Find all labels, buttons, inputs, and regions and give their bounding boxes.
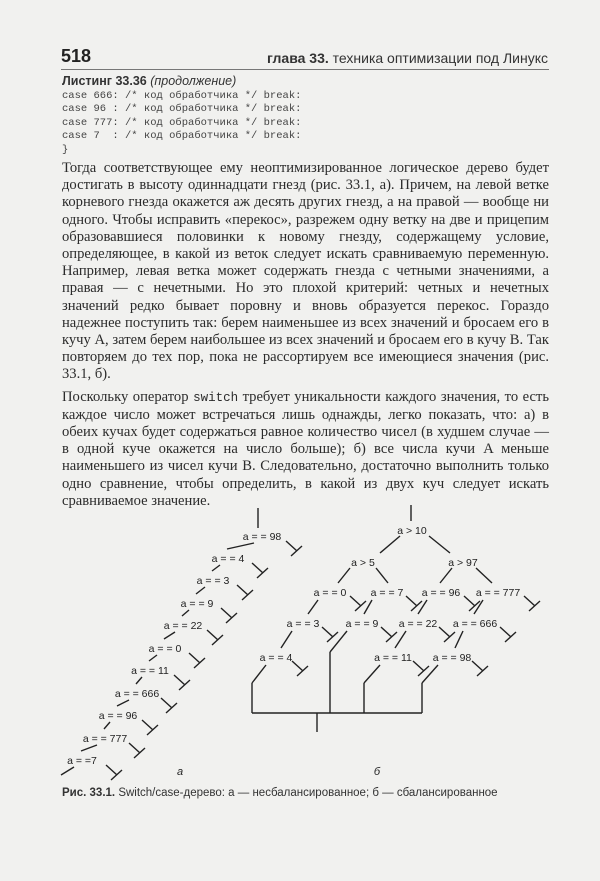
tree-edge [338,568,350,583]
inline-code: switch [193,390,239,405]
tree-edges [61,505,540,780]
page-number: 518 [61,46,92,66]
tree-node: a = = 7 [370,587,404,599]
tree-node: a = = 666 [452,618,498,630]
tree-node: a = = 9 [345,618,379,630]
tree-edge [376,568,388,583]
code-line: case 96 : /* код обработчика */ break: [62,103,302,116]
tree-edge [117,700,129,706]
subfigure-label-a: а [176,766,184,778]
tree-node: a = = 98 [242,531,282,543]
caption-label: Рис. 33.1. [62,787,116,799]
tree-edge [196,587,205,594]
branch-edge [500,627,511,637]
chapter-title: техника оптимизации под Линукс [332,50,548,66]
tree-edge [164,632,175,639]
subfigure-label-b: б [373,766,381,778]
branch-edge [292,661,303,671]
tree-node: a = =7 [67,755,97,767]
tree-node: a > 5 [351,557,375,569]
tree-edge [281,631,292,648]
branch-edge [129,743,140,753]
paragraph-text: требует уникальности каждого значения, то есть каждое число может встречаться лишь однажды, легко показать, что: а) в обеих кучах будет содержаться равное количество чисел (в худшем случае — в одной куче окажется на число больше); б) все числа кучи A меньше наименьшего из чисел кучи B. Следовательно, достаточно выполнить только одно сравнение, чтобы определить, в какой из двух куч следует искать сравниваемое значение. [62,388,550,509]
branch-edge [174,675,185,685]
chapter-label: глава 33. [267,50,329,66]
code-line: case 7 : /* код обработчика */ break: [62,130,302,143]
branch-edge [350,596,361,606]
tree-edge [227,543,254,549]
balanced-tree [260,525,521,664]
caption-text: Switch/case-дерево: а — несбалансированное; б — сбалансированное [118,787,498,799]
tree-edge [252,665,266,683]
tree-edge [81,745,97,751]
branch-edge [464,596,475,606]
branch-edge [252,563,263,573]
tree-node: a = = 3 [286,618,320,630]
code-line: case 777: /* код обработчика */ break: [62,116,302,129]
tree-edge [418,600,427,614]
branch-edge [322,627,333,637]
branch-edge [381,627,392,637]
branch-edge [106,765,117,775]
tree-node: a = = 96 [421,587,461,599]
tree-edge [429,536,450,553]
tree-node: a = = 98 [432,652,472,664]
tree-edge [61,767,74,775]
branch-edge [207,630,218,640]
tree-node: a = = 0 [313,587,347,599]
branch-edge [524,596,535,606]
tree-edge [395,631,406,648]
tree-edge [104,722,110,729]
tree-edge [182,610,189,616]
tree-edge [422,665,438,683]
branch-edge [161,698,172,708]
tree-node: a = = 4 [259,652,293,664]
tree-edge [308,600,318,614]
tree-node: a = = 777 [475,587,521,599]
branch-edge [237,585,248,595]
tree-node: a = = 11 [131,665,169,677]
tree-node: a = = 666 [114,688,160,700]
tree-edge [380,536,400,553]
tree-edge [212,565,220,571]
code-line: case 666: /* код обработчика */ break: [62,90,302,102]
branch-edge [189,653,200,663]
branch-edge [439,627,450,637]
branch-edge [406,596,417,606]
branch-edge [472,661,483,671]
tree-node: a = = 3 [196,575,230,587]
figure-caption [62,787,498,799]
unbalanced-tree [67,531,281,767]
tree-node: a > 10 [397,525,427,537]
tree-edge [364,665,380,683]
tree-node: a = = 9 [180,598,214,610]
tree-node: a = = 22 [398,618,438,630]
listing-number: Листинг 33.36 [62,74,147,88]
listing-note: (продолжение) [150,74,237,88]
tree-node: a = = 11 [374,652,412,664]
branch-edge [413,661,424,671]
tree-edge [440,568,452,583]
code-line: } [62,143,69,156]
paragraph: Тогда соответствующее ему неоптимизированное логическое дерево будет достигать в высоту одиннадцати гнезд (рис. 33.1, а). Причем, на левой ветке корневого гнезда окажется аж десять других гнезд, а на правой — вообще ни одного. Чтобы исправить «перекос», разрежем одну ветку на две и прицепим образовавшиеся половинки к новому гнезду, содержащему условие, определяющее, в какой из веток следует искать сравниваемую переменную. Например, левая ветка может содержать гнезда с четными значениями, а правая — с нечетными. Но это плохой критерий: четных и нечетных значений редко бывает поровну и вновь образуется перекос. Гораздо надежнее поступить так: берем наименьшее из всех значений и бросаем его в кучу A, затем берем наибольшее из всех значений и бросаем его в кучу B. Так повторяем до тех пор, пока не рассортируем все имеющиеся значения (рис. 33.1, б). [62,160,549,383]
tree-node: a = = 22 [163,620,203,632]
branch-edge [142,720,153,730]
tree-edge [136,677,142,684]
tree-edge [330,631,347,652]
tree-node: a = = 4 [211,553,245,565]
tree-node: a = = 96 [98,710,138,722]
branch-edge [221,608,232,618]
tree-edge [149,655,157,661]
tree-node: a = = 0 [148,643,182,655]
tree-node: a = = 777 [82,733,128,745]
tree-edge [455,631,463,648]
tree-node: a > 97 [448,557,478,569]
branch-edge [286,541,297,551]
paragraph-text: Поскольку оператор [62,388,194,405]
tree-edge [476,568,492,583]
